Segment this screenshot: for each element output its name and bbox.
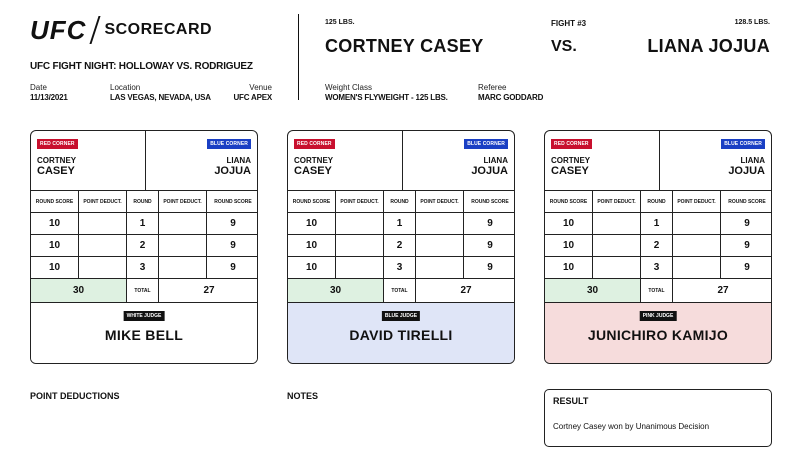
red-total-score: 30 — [31, 279, 127, 302]
weight-class-label: Weight Class — [325, 83, 372, 92]
header-round-score: ROUND SCORE — [464, 191, 515, 213]
blue-round-score: 9 — [721, 213, 772, 235]
date-block — [30, 83, 68, 103]
round-number: 2 — [127, 235, 159, 257]
blue-corner-fighter — [214, 156, 251, 176]
red-point-deduct — [79, 235, 127, 257]
blue-total-score: 27 — [460, 285, 472, 296]
red-round-score: 10 — [288, 235, 336, 257]
header-round-score: ROUND SCORE — [288, 191, 336, 213]
weight-class-block — [325, 83, 448, 103]
blue-total-score: 27 — [717, 285, 729, 296]
referee-label: Referee — [478, 83, 507, 92]
red-last-name: CASEY — [294, 165, 332, 177]
weight-class-value: WOMEN'S FLYWEIGHT - 125 LBS. — [325, 93, 448, 102]
scorecard-header — [31, 131, 257, 191]
scorecard-header — [545, 131, 771, 191]
red-corner-fighter — [37, 156, 76, 176]
blue-point-deduct — [673, 235, 721, 257]
red-point-deduct — [79, 257, 127, 279]
score-grid — [545, 191, 771, 279]
header-round: ROUND — [127, 191, 159, 213]
red-corner-fighter — [551, 156, 590, 176]
judge-name: JUNICHIRO KAMIJO — [587, 327, 729, 343]
judge-scorecard — [30, 130, 258, 364]
red-last-name: CASEY — [551, 165, 589, 177]
judge-section — [31, 303, 257, 364]
blue-last-name: JOJUA — [214, 165, 251, 177]
red-first-name: CORTNEY — [294, 156, 334, 165]
total-label: TOTAL — [641, 279, 673, 302]
corner-divider — [402, 131, 403, 190]
logo-slash-divider — [90, 16, 101, 44]
result-heading: RESULT — [553, 396, 589, 406]
total-label: TOTAL — [127, 279, 159, 302]
round-number: 3 — [127, 257, 159, 279]
blue-point-deduct — [416, 235, 464, 257]
blue-round-score: 9 — [464, 213, 515, 235]
blue-first-name: LIANA — [483, 156, 508, 165]
scorecard-header — [288, 131, 514, 191]
red-point-deduct — [336, 213, 384, 235]
blue-round-score: 9 — [464, 257, 515, 279]
judge-name: DAVID TIRELLI — [349, 327, 453, 343]
blue-first-name: LIANA — [740, 156, 765, 165]
blue-corner-fighter — [728, 156, 765, 176]
red-last-name: CASEY — [37, 165, 75, 177]
judge-section — [288, 303, 514, 364]
judge-label-badge: BLUE JUDGE — [382, 311, 420, 321]
referee-block — [478, 83, 543, 103]
date-value: 11/13/2021 — [30, 93, 68, 102]
judge-name: MIKE BELL — [104, 327, 184, 343]
location-label: Location — [110, 83, 141, 92]
blue-point-deduct — [159, 235, 207, 257]
red-total-score: 30 — [288, 279, 384, 302]
blue-last-name: JOJUA — [471, 165, 508, 177]
judge-label-badge: WHITE JUDGE — [124, 311, 165, 321]
location-value: LAS VEGAS, NEVADA, USA — [110, 93, 211, 102]
venue-block — [233, 83, 272, 103]
judge-label-badge: PINK JUDGE — [640, 311, 677, 321]
red-corner-fighter — [294, 156, 333, 176]
blue-corner-badge: BLUE CORNER — [464, 139, 508, 149]
header-point-deduct: POINT DEDUCT. — [416, 191, 464, 213]
total-row — [288, 279, 514, 303]
ufc-logo-text: UFC — [30, 15, 87, 45]
corner-divider — [659, 131, 660, 190]
logo-subtitle: SCORECARD — [104, 21, 213, 38]
header-divider — [298, 14, 299, 100]
total-label: TOTAL — [384, 279, 416, 302]
red-round-score: 10 — [31, 235, 79, 257]
point-deductions-heading: POINT DEDUCTIONS — [30, 391, 120, 401]
round-number: 1 — [641, 213, 673, 235]
score-grid — [288, 191, 514, 279]
blue-round-score: 9 — [207, 257, 258, 279]
header-point-deduct: POINT DEDUCT. — [159, 191, 207, 213]
score-grid — [31, 191, 257, 279]
red-total-score: 30 — [545, 279, 641, 302]
result-box — [544, 389, 772, 447]
event-title: UFC FIGHT NIGHT: HOLLOWAY VS. RODRIGUEZ — [30, 61, 253, 72]
red-fighter-name: CORTNEY CASEY — [325, 36, 484, 56]
red-first-name: CORTNEY — [37, 156, 77, 165]
notes-heading: NOTES — [287, 391, 319, 401]
ufc-scorecard-logo — [30, 16, 212, 44]
venue-label: Venue — [249, 83, 272, 92]
red-point-deduct — [593, 257, 641, 279]
blue-first-name: LIANA — [226, 156, 251, 165]
red-corner-badge: RED CORNER — [294, 139, 335, 149]
blue-point-deduct — [416, 213, 464, 235]
fight-number: FIGHT #3 — [551, 19, 587, 28]
blue-point-deduct — [159, 213, 207, 235]
round-number: 2 — [641, 235, 673, 257]
round-number: 1 — [127, 213, 159, 235]
total-row — [31, 279, 257, 303]
red-point-deduct — [593, 213, 641, 235]
blue-point-deduct — [673, 257, 721, 279]
red-round-score: 10 — [288, 213, 336, 235]
blue-round-score: 9 — [207, 235, 258, 257]
vs-label: VS. — [551, 38, 577, 55]
date-label: Date — [30, 83, 47, 92]
blue-round-score: 9 — [721, 235, 772, 257]
round-number: 2 — [384, 235, 416, 257]
blue-point-deduct — [416, 257, 464, 279]
blue-round-score: 9 — [721, 257, 772, 279]
blue-last-name: JOJUA — [728, 165, 765, 177]
blue-corner-badge: BLUE CORNER — [721, 139, 765, 149]
header-round: ROUND — [384, 191, 416, 213]
round-number: 3 — [384, 257, 416, 279]
blue-point-deduct — [673, 213, 721, 235]
header-point-deduct: POINT DEDUCT. — [336, 191, 384, 213]
blue-point-deduct — [159, 257, 207, 279]
corner-divider — [145, 131, 146, 190]
result-text: Cortney Casey won by Unanimous Decision — [553, 422, 710, 431]
red-corner-badge: RED CORNER — [37, 139, 78, 149]
judge-scorecard — [544, 130, 772, 364]
header-round-score: ROUND SCORE — [31, 191, 79, 213]
round-number: 3 — [641, 257, 673, 279]
blue-corner-badge: BLUE CORNER — [207, 139, 251, 149]
header-round-score: ROUND SCORE — [207, 191, 258, 213]
header-point-deduct: POINT DEDUCT. — [79, 191, 127, 213]
judge-section — [545, 303, 771, 364]
red-round-score: 10 — [31, 213, 79, 235]
red-corner-badge: RED CORNER — [551, 139, 592, 149]
location-block — [110, 83, 211, 103]
red-fighter-weight: 125 LBS. — [325, 19, 355, 26]
referee-value: MARC GODDARD — [478, 93, 544, 102]
blue-round-score: 9 — [464, 235, 515, 257]
header-round: ROUND — [641, 191, 673, 213]
red-round-score: 10 — [31, 257, 79, 279]
red-round-score: 10 — [545, 235, 593, 257]
blue-total-score: 27 — [203, 285, 215, 296]
header-round-score: ROUND SCORE — [721, 191, 772, 213]
venue-value: UFC APEX — [233, 93, 272, 102]
red-point-deduct — [79, 213, 127, 235]
judge-scorecard — [287, 130, 515, 364]
red-point-deduct — [336, 235, 384, 257]
red-point-deduct — [593, 235, 641, 257]
red-round-score: 10 — [288, 257, 336, 279]
round-number: 1 — [384, 213, 416, 235]
red-first-name: CORTNEY — [551, 156, 591, 165]
red-round-score: 10 — [545, 213, 593, 235]
header-point-deduct: POINT DEDUCT. — [593, 191, 641, 213]
blue-corner-fighter — [471, 156, 508, 176]
red-point-deduct — [336, 257, 384, 279]
blue-fighter-name: LIANA JOJUA — [647, 36, 770, 56]
blue-fighter-weight: 128.5 LBS. — [734, 19, 770, 26]
red-round-score: 10 — [545, 257, 593, 279]
blue-round-score: 9 — [207, 213, 258, 235]
total-row — [545, 279, 771, 303]
header-round-score: ROUND SCORE — [545, 191, 593, 213]
header-point-deduct: POINT DEDUCT. — [673, 191, 721, 213]
